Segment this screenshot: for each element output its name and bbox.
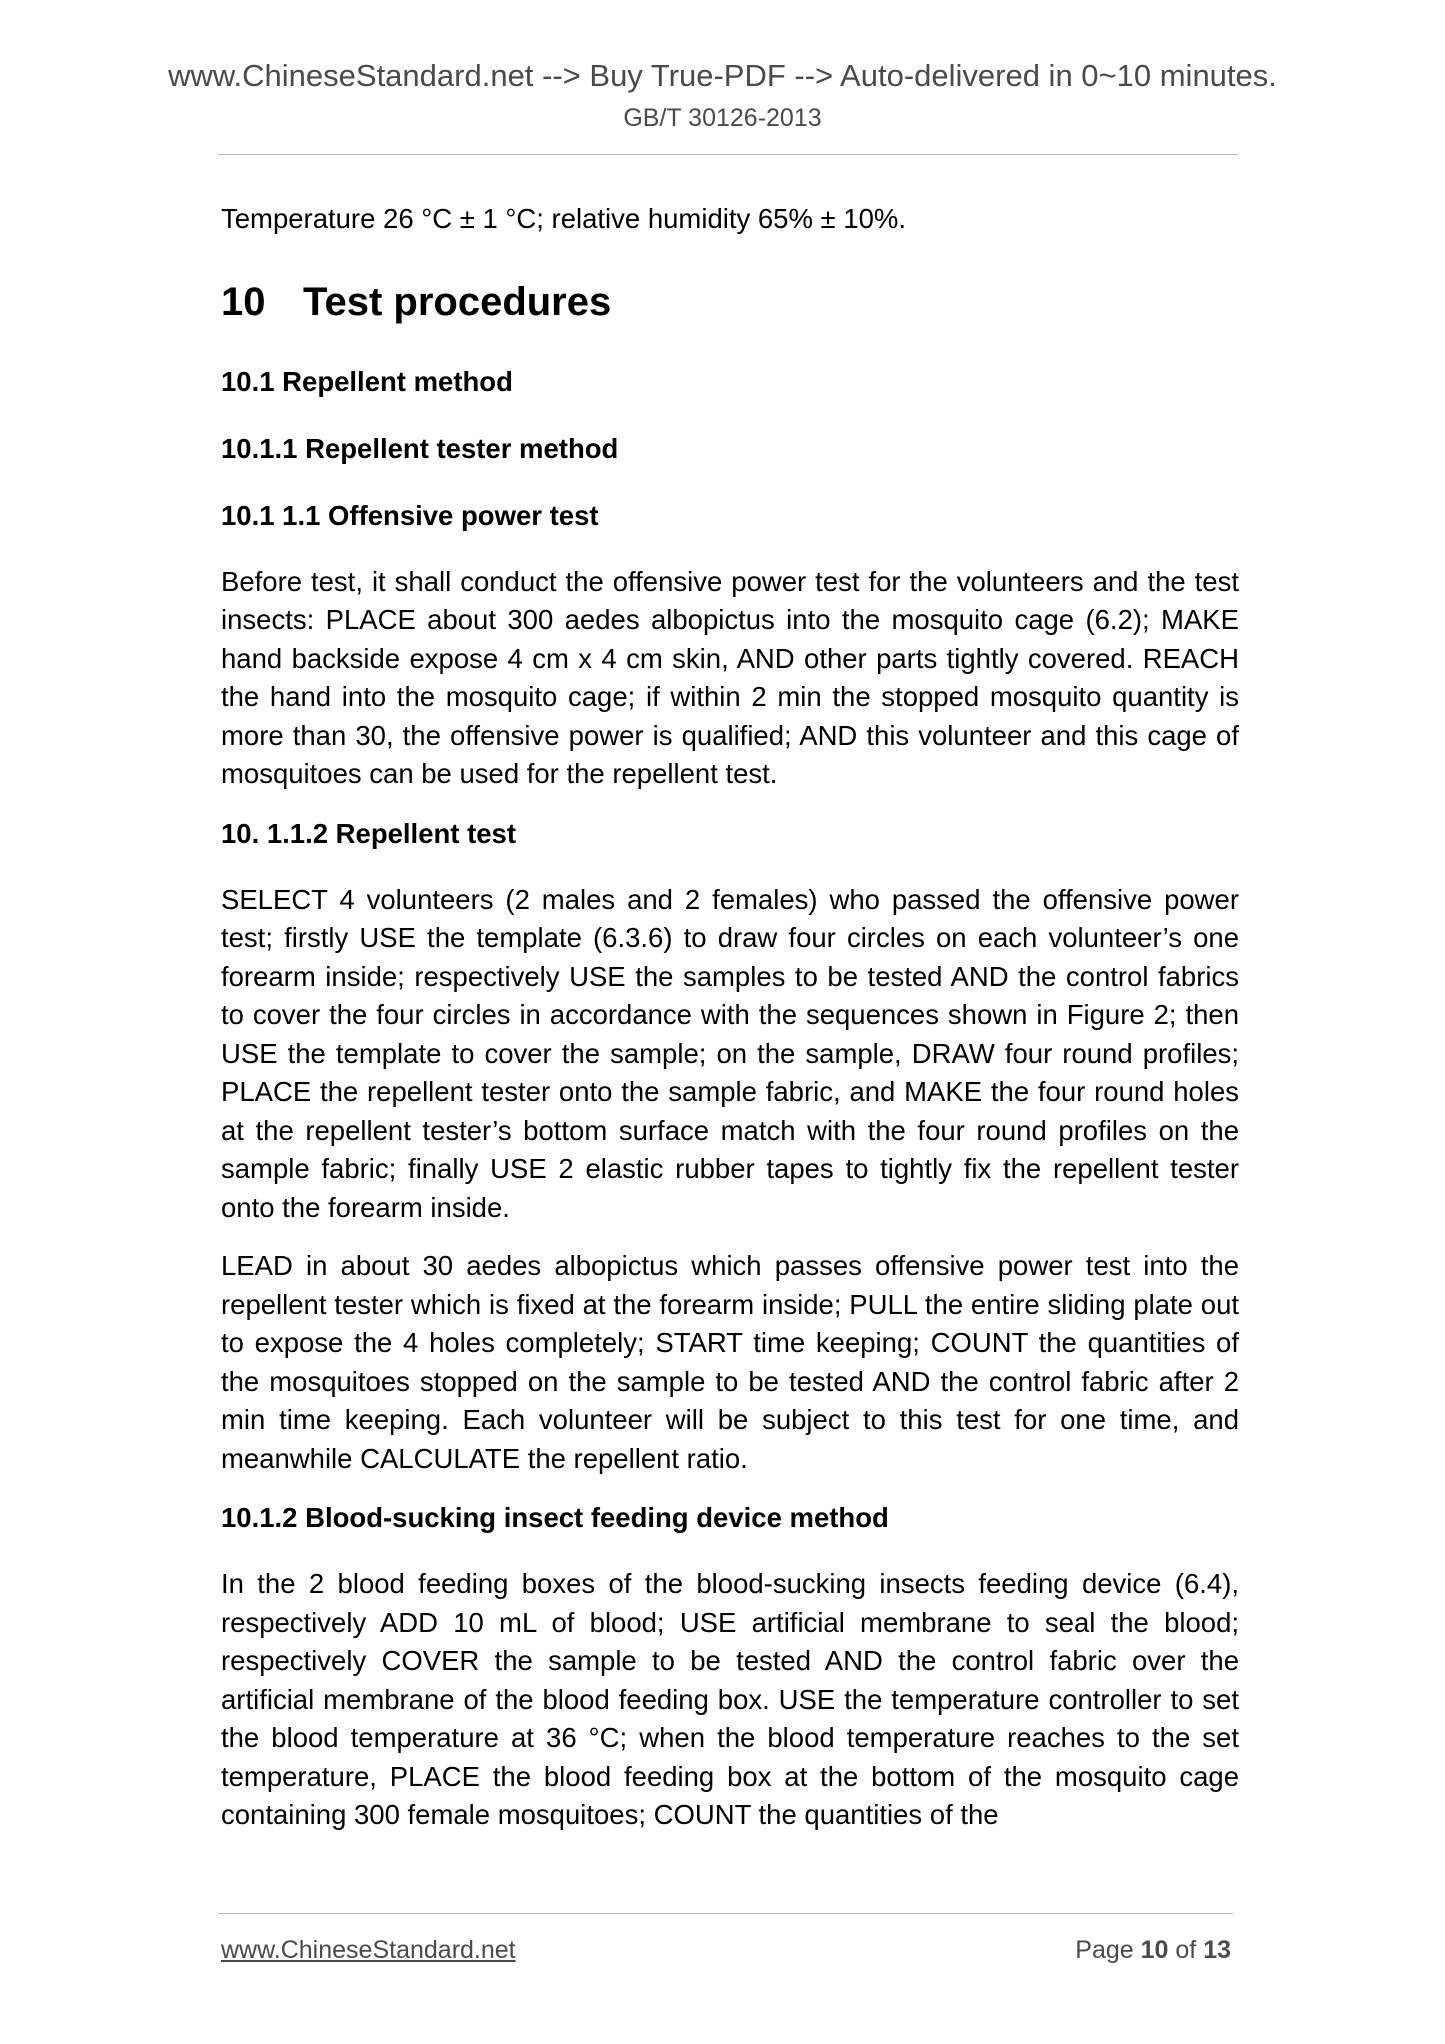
heading-blood-feeding-method: 10.1.2 Blood-sucking insect feeding device method [221,1502,889,1533]
page-current: 10 [1140,1936,1169,1964]
page-of: of [1175,1936,1197,1964]
standard-code: GB/T 30126-2013 [623,104,822,132]
header-banner: www.ChineseStandard.net --> Buy True-PDF --> Auto-delivered in 0~10 minutes. [168,58,1277,93]
paragraph-offensive-power: Before test, it shall conduct the offensive power test for the volunteers and the test insects: PLACE about 300 aedes albopictus into the mosquito cage (6.2); MAKE hand backside expose 4 cm x 4 cm skin, AND other parts tightly covered. REACH the hand into the mosquito cage; if within 2 min the stopped mosquito quantity is more than 30, the offensive power is qualified; AND this volunteer and this cage of mosquitoes can be used for the repellent test. [221,565,1239,789]
paragraph-blood-feeding: In the 2 blood feeding boxes of the blood-sucking insects feeding device (6.4), respectively ADD 10 mL of blood; USE artificial membrane to seal the blood; respectively COVER the sample to be tested AND the control fabric over the artificial membrane of the blood feeding box. USE the temperature controller to set the blood temperature at 36 °C; when the blood temperature reaches to the set temperature, PLACE the blood feeding box at the bottom of the mosquito cage containing 300 female mosquitoes; COUNT the quantities of the [221,1568,1239,1830]
page-total: 13 [1203,1936,1231,1964]
footer-divider [218,1913,1233,1914]
section-heading [221,278,1239,326]
test-conditions: Temperature 26 °C ± 1 °C; relative humidity 65% ± 10%. [221,203,906,234]
section-title: Test procedures [303,279,612,324]
document-body [221,200,1239,1855]
header-divider [218,154,1238,155]
page-prefix: Page [1075,1936,1134,1964]
paragraph-repellent-setup: SELECT 4 volunteers (2 males and 2 females) who passed the offensive power test; firstly USE the template (6.3.6) to draw four circles on each volunteer’s one forearm inside; respectively USE the samples to be tested AND the control fabrics to cover the four circles in accordance with the sequences shown in Figure 2; then USE the template to cover the sample; on the sample, DRAW four round profiles; PLACE the repellent tester onto the sample fabric, and MAKE the four round holes at the repellent tester’s bottom surface match with the four round profiles on the sample fabric; finally USE 2 elastic rubber tapes to tightly fix the repellent tester onto the forearm inside. [221,883,1239,1223]
page-indicator [1075,1936,1231,1965]
heading-repellent-tester-method: 10.1.1 Repellent tester method [221,432,619,464]
paragraph-repellent-count: LEAD in about 30 aedes albopictus which passes offensive power test into the repellent tester which is fixed at the forearm inside; PULL the entire sliding plate out to expose the 4 holes completely; START time keeping; COUNT the quantities of the mosquitoes stopped on the sample to be tested AND the control fabric after 2 min time keeping. Each volunteer will be subject to this test for one time, and meanwhile CALCULATE the repellent ratio. [221,1250,1239,1474]
section-number: 10 [221,279,266,324]
heading-offensive-power-test: 10.1 1.1 Offensive power test [221,499,599,531]
footer-website-link[interactable]: www.ChineseStandard.net [221,1936,516,1964]
heading-repellent-method: 10.1 Repellent method [221,365,513,397]
heading-repellent-test: 10. 1.1.2 Repellent test [221,817,516,849]
